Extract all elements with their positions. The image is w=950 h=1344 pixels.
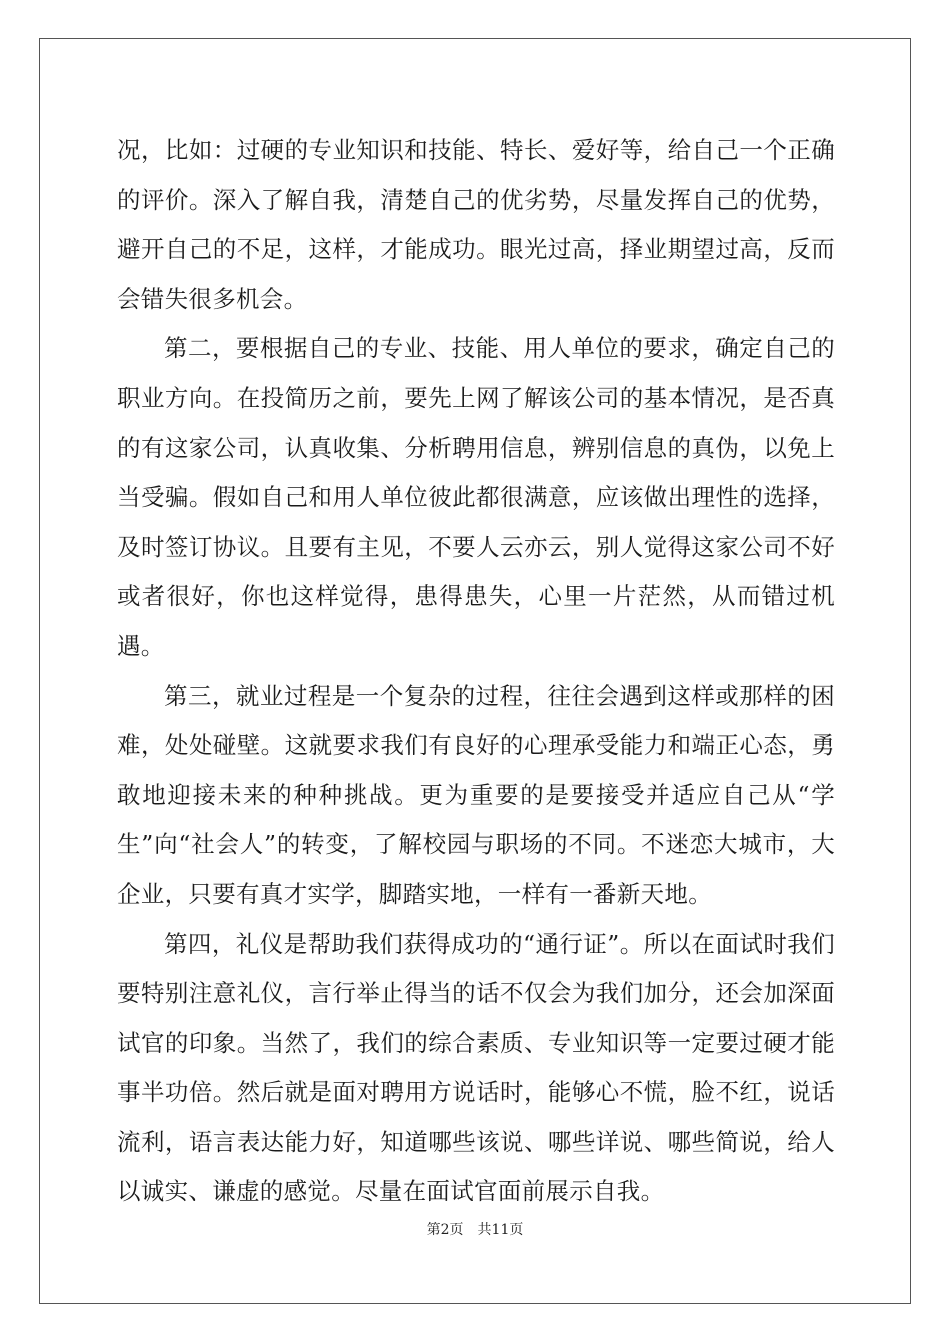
- paragraph-continuation: 况，比如：过硬的专业知识和技能、特长、爱好等，给自己一个正确的评价。深入了解自我，清楚自己的优劣势，尽量发挥自己的优势，避开自己的不足，这样，才能成功。眼光过高，择业期望过高，反而会错失很多机会。: [117, 136, 835, 313]
- page-number: 第2页: [426, 1222, 464, 1238]
- page-total: 共11页: [477, 1222, 524, 1238]
- paragraph-third-point: 第三，就业过程是一个复杂的过程，往往会遇到这样或那样的困难，处处碰壁。这就要求我们有良好的心理承受能力和端正心态，勇敢地迎接未来的种种挑战。更为重要的是要接受并适应自己从“学生”向“社会人”的转变，了解校园与职场的不同。不迷恋大城市，大企业，只要有真才实学，脚踏实地，一样有一番新天地。: [117, 681, 835, 908]
- paragraph-fourth-point: 第四，礼仪是帮助我们获得成功的“通行证”。所以在面试时我们要特别注意礼仪，言行举止得当的话不仅会为我们加分，还会加深面试官的印象。当然了，我们的综合素质、专业知识等一定要过硬才能事半功倍。然后就是面对聘用方说话时，能够心不慌，脸不红，说话流利，语言表达能力好，知道哪些该说、哪些详说、哪些简说，给人以诚实、谦虚的感觉。尽量在面试官面前展示自我。: [117, 929, 835, 1206]
- page-footer: [0, 1219, 950, 1239]
- paragraph-second-point: 第二，要根据自己的专业、技能、用人单位的要求，确定自己的职业方向。在投简历之前，要先上网了解该公司的基本情况，是否真的有这家公司，认真收集、分析聘用信息，辨别信息的真伪，以免上当受骗。假如自己和用人单位彼此都很满意，应该做出理性的选择，及时签订协议。且要有主见，不要人云亦云，别人觉得这家公司不好或者很好，你也这样觉得，患得患失，心里一片茫然，从而错过机遇。: [117, 334, 835, 660]
- document-body: [117, 126, 835, 1217]
